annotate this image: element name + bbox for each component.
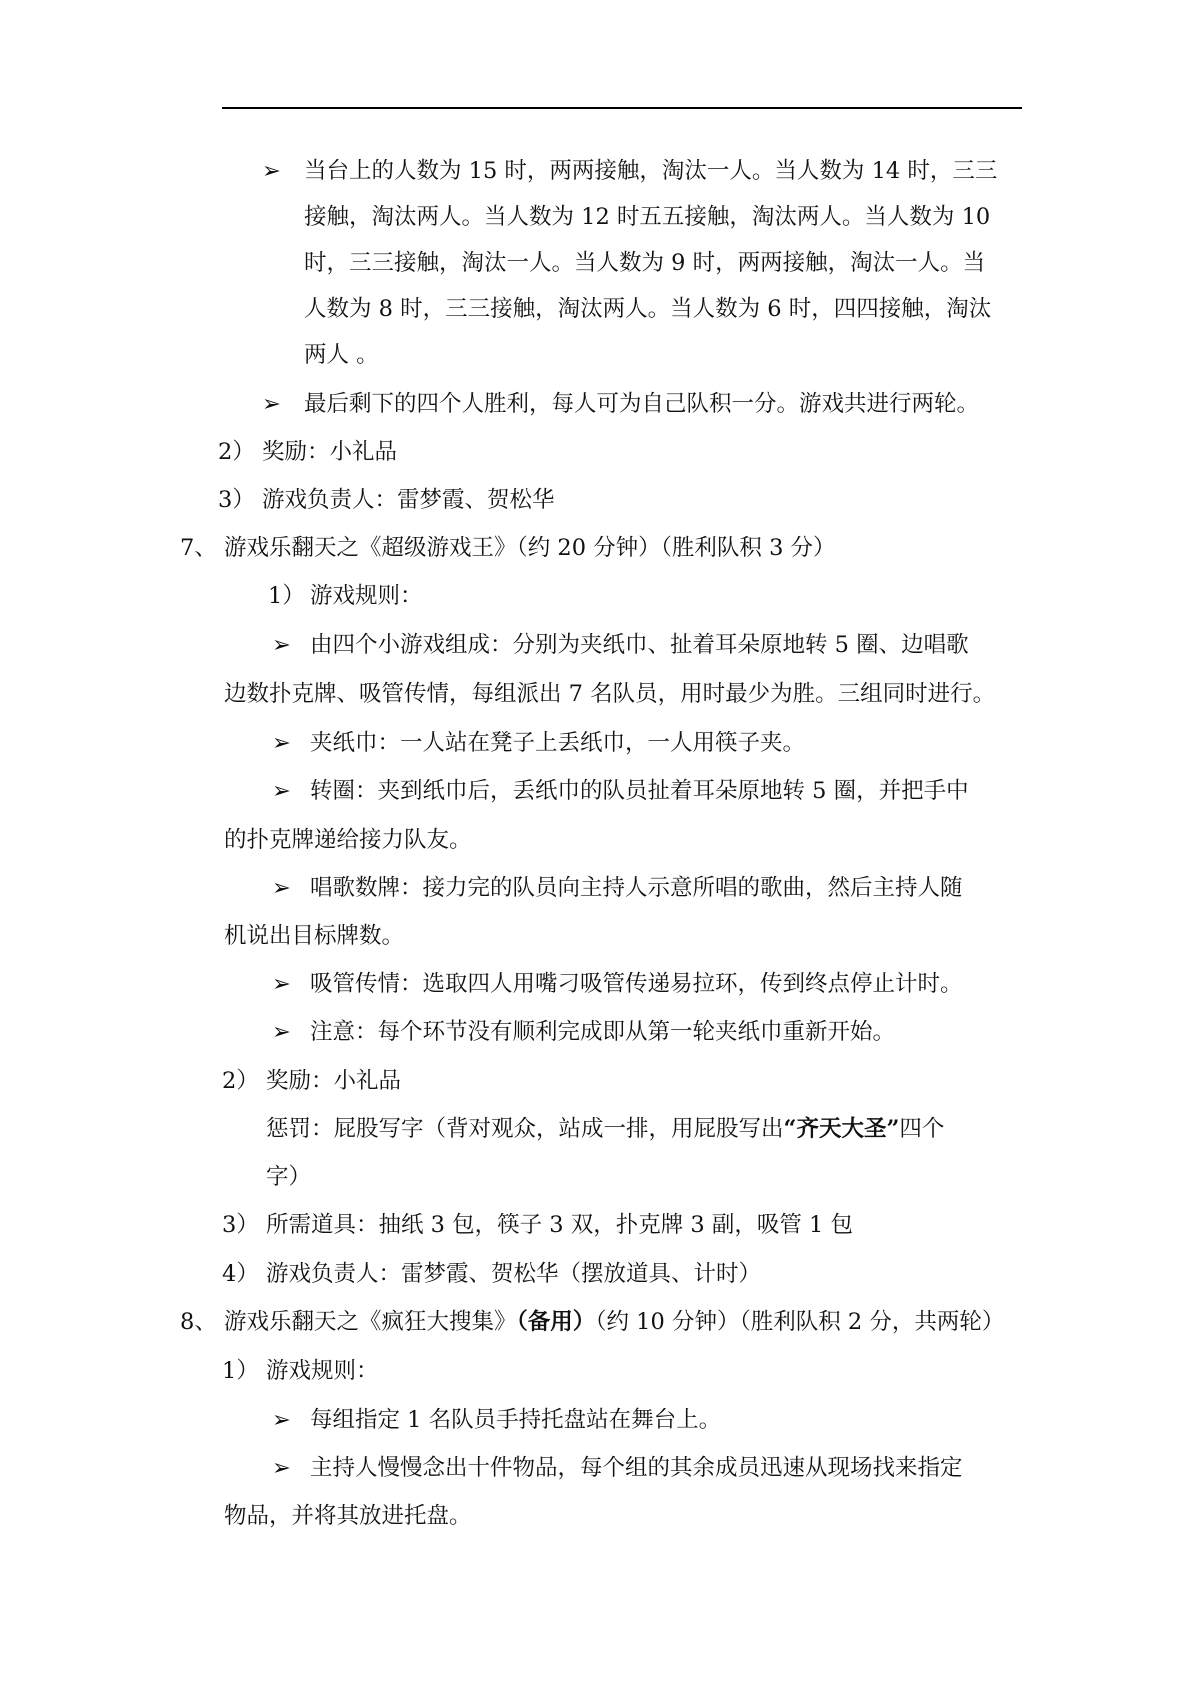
s6-item3-text: 游戏负责人：雷梦霞、贺松华 <box>262 487 555 513</box>
s7-rules-num: 1） <box>268 583 305 609</box>
s6-item2-num: 2） <box>218 439 255 465</box>
s7-bullet1-line2: 边数扑克牌、吸管传情，每组派出 7 名队员，用时最少为胜。三组同时进行。 <box>224 681 996 707</box>
s6-bullet1-line3: 时，三三接触，淘汰一人。当人数为 9 时，两两接触，淘汰一人。当 <box>304 250 986 276</box>
bullet-arrow-icon: ➢ <box>272 778 291 804</box>
s7-bullet6: 注意：每个环节没有顺利完成即从第一轮夹纸巾重新开始。 <box>310 1019 896 1045</box>
s7-bullet4-line2: 机说出目标牌数。 <box>224 923 405 949</box>
s8-rules-num: 1） <box>222 1358 259 1384</box>
s7-props-num: 3） <box>222 1212 259 1238</box>
s6-bullet2: 最后剩下的四个人胜利，每人可为自己队积一分。游戏共进行两轮。 <box>304 391 980 417</box>
bullet-arrow-icon: ➢ <box>262 158 281 184</box>
s8-title <box>224 1311 1004 1334</box>
s7-bullet2: 夹纸巾：一人站在凳子上丢纸巾，一人用筷子夹。 <box>310 730 806 756</box>
s7-penalty-post: 四个 <box>899 1116 945 1142</box>
s6-item3-num: 3） <box>218 487 255 513</box>
header-rule <box>222 107 1022 109</box>
s7-bullet5: 吸管传情：选取四人用嘴刁吸管传递易拉环，传到终点停止计时。 <box>310 971 963 997</box>
s7-bullet3-line1: 转圈：夹到纸巾后，丢纸巾的队员扯着耳朵原地转 5 圈，并把手中 <box>310 778 969 804</box>
s8-title-pre: 游戏乐翻天之《疯狂大搜集》 <box>224 1309 517 1335</box>
s7-owner-text: 游戏负责人：雷梦霞、贺松华（摆放道具、计时） <box>266 1261 762 1287</box>
bullet-arrow-icon: ➢ <box>272 1407 291 1433</box>
s8-title-bold: （备用） <box>516 1309 596 1335</box>
bullet-arrow-icon: ➢ <box>272 971 291 997</box>
s7-props-text: 所需道具：抽纸 3 包，筷子 3 双，扑克牌 3 副，吸管 1 包 <box>266 1212 853 1238</box>
s6-bullet1-line1: 当台上的人数为 15 时，两两接触，淘汰一人。当人数为 14 时，三三 <box>304 158 998 184</box>
s8-bullet2-line2: 物品，并将其放进托盘。 <box>224 1503 472 1529</box>
s7-penalty-line2: 字） <box>266 1164 312 1190</box>
bullet-arrow-icon: ➢ <box>272 632 291 658</box>
s7-rules-label: 游戏规则： <box>310 583 423 609</box>
s7-penalty-bold: “齐天大圣” <box>783 1116 900 1142</box>
s6-bullet1-line5: 两人 。 <box>304 342 379 368</box>
s7-reward-num: 2） <box>222 1068 259 1094</box>
bullet-arrow-icon: ➢ <box>272 1455 291 1481</box>
s7-bullet1-line1: 由四个小游戏组成：分别为夹纸巾、扯着耳朵原地转 5 圈、边唱歌 <box>310 632 969 658</box>
s7-bullet3-line2: 的扑克牌递给接力队友。 <box>224 827 472 853</box>
s8-bullet1: 每组指定 1 名队员手持托盘站在舞台上。 <box>310 1407 722 1433</box>
s8-bullet2-line1: 主持人慢慢念出十件物品，每个组的其余成员迅速从现场找来指定 <box>310 1455 963 1481</box>
s7-penalty-pre: 惩罚：屁股写字（背对观众，站成一排，用屁股写出 <box>266 1116 784 1142</box>
s6-item2-text: 奖励：小礼品 <box>262 439 398 465</box>
s6-bullet1-line2: 接触，淘汰两人。当人数为 12 时五五接触，淘汰两人。当人数为 10 <box>304 204 991 230</box>
s7-bullet4-line1: 唱歌数牌：接力完的队员向主持人示意所唱的歌曲，然后主持人随 <box>310 875 963 901</box>
bullet-arrow-icon: ➢ <box>272 875 291 901</box>
s7-num: 7、 <box>180 535 217 561</box>
s8-num: 8、 <box>180 1309 217 1335</box>
s6-bullet1-line4: 人数为 8 时，三三接触，淘汰两人。当人数为 6 时，四四接触，淘汰 <box>304 296 992 322</box>
bullet-arrow-icon: ➢ <box>272 730 291 756</box>
s7-penalty-line1 <box>266 1118 944 1141</box>
bullet-arrow-icon: ➢ <box>272 1019 291 1045</box>
bullet-arrow-icon: ➢ <box>262 391 281 417</box>
s7-reward-text: 奖励：小礼品 <box>266 1068 402 1094</box>
s8-rules-label: 游戏规则： <box>266 1358 379 1384</box>
s7-owner-num: 4） <box>222 1261 259 1287</box>
s8-title-post: （约 10 分钟）（胜利队积 2 分，共两轮） <box>595 1309 1005 1335</box>
s7-title: 游戏乐翻天之《超级游戏王》（约 20 分钟）（胜利队积 3 分） <box>224 535 836 561</box>
